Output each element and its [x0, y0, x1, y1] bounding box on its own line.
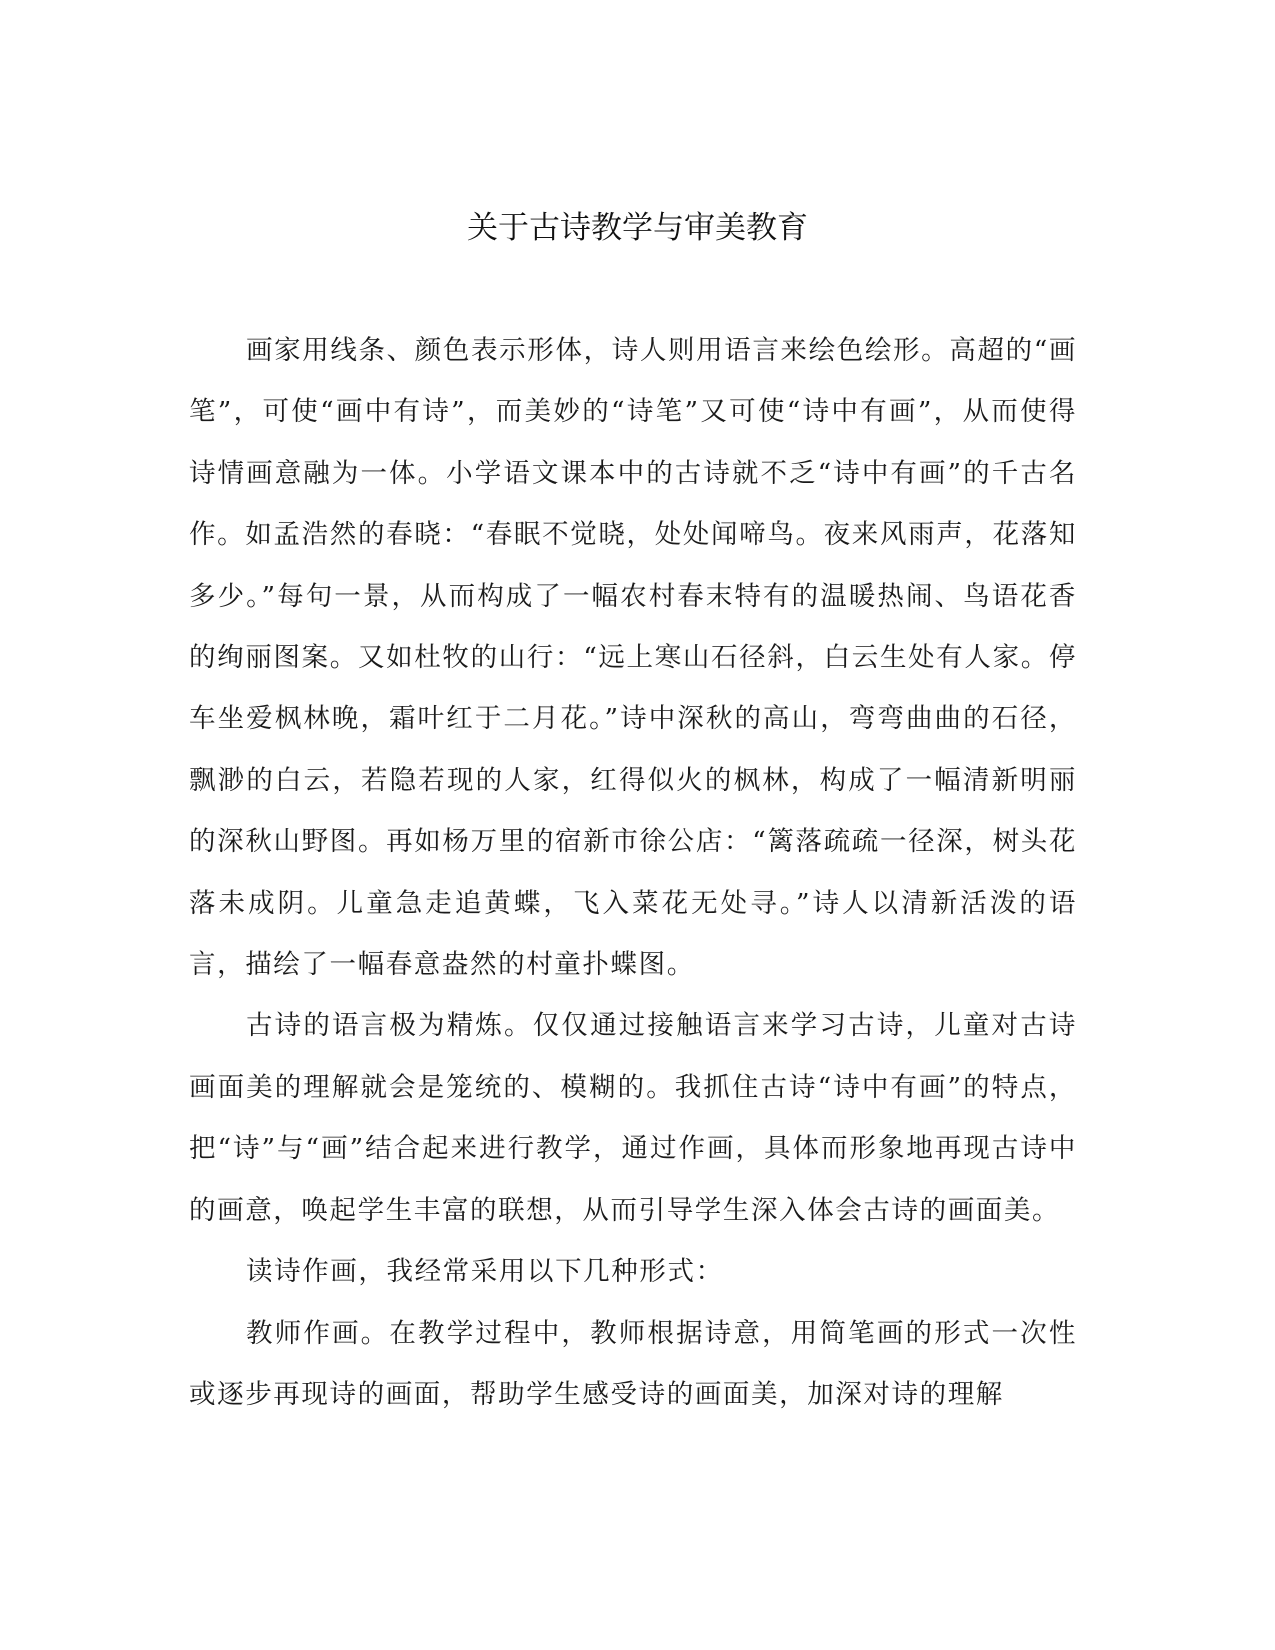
- paragraph-teaching-approach: 古诗的语言极为精炼。仅仅通过接触语言来学习古诗，儿童对古诗画面美的理解就会是笼统的、模糊的。我抓住古诗“诗中有画”的特点，把“诗”与“画”结合起来进行教学，通过作画，具体而形象地再现古诗中的画意，唤起学生丰富的联想，从而引导学生深入体会古诗的画面美。: [189, 1010, 1077, 1226]
- document-title: 关于古诗教学与审美教育: [467, 210, 808, 246]
- paragraph-teacher-drawing: 教师作画。在教学过程中，教师根据诗意，用简笔画的形式一次性或逐步再现诗的画面，帮助学生感受诗的画面美，加深对诗的理解: [189, 1317, 1077, 1410]
- document-body: [189, 320, 1077, 1425]
- paragraph-forms-intro: 读诗作画，我经常采用以下几种形式：: [245, 1256, 724, 1288]
- paragraph-poetry-and-painting: 画家用线条、颜色表示形体，诗人则用语言来绘色绘形。高超的“画笔”，可使“画中有诗”，而美妙的“诗笔”又可使“诗中有画”，从而使得诗情画意融为一体。小学语文课本中的古诗就不乏“诗中有画”的千古名作。如孟浩然的春晓：“春眠不觉晓，处处闻啼鸟。夜来风雨声，花落知多少。”每句一景，从而构成了一幅农村春末特有的温暖热闹、鸟语花香的绚丽图案。又如杜牧的山行：“远上寒山石径斜，白云生处有人家。停车坐爱枫林晚，霜叶红于二月花。”诗中深秋的高山，弯弯曲曲的石径，飘渺的白云，若隐若现的人家，红得似火的枫林，构成了一幅清新明丽的深秋山野图。再如杨万里的宿新市徐公店：“篱落疏疏一径深，树头花落未成阴。儿童急走追黄蝶，飞入菜花无处寻。”诗人以清新活泼的语言，描绘了一幅春意盎然的村童扑蝶图。: [189, 335, 1077, 981]
